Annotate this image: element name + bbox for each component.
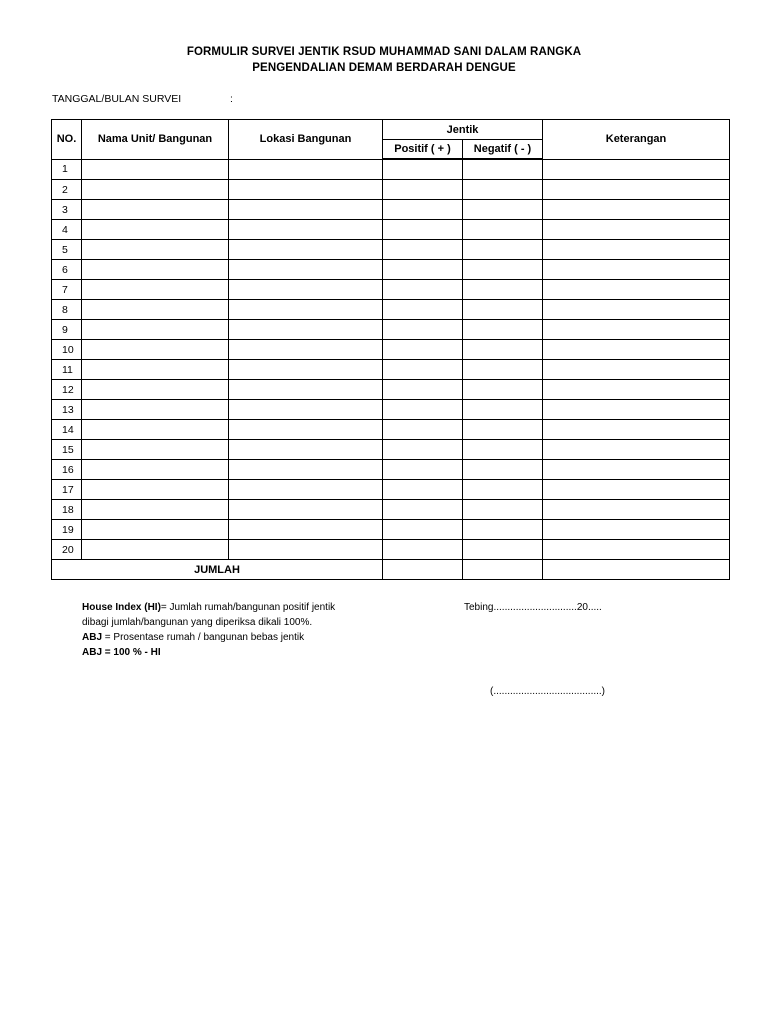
location-cell[interactable] xyxy=(229,360,383,380)
unit-name-cell[interactable] xyxy=(82,220,229,240)
survey-date-colon: : xyxy=(230,93,233,105)
location-cell[interactable] xyxy=(229,320,383,340)
notes-cell[interactable] xyxy=(543,520,730,540)
total-notes-cell[interactable] xyxy=(543,560,730,580)
unit-name-cell[interactable] xyxy=(82,440,229,460)
positive-cell[interactable] xyxy=(383,440,463,460)
location-cell[interactable] xyxy=(229,340,383,360)
table-row xyxy=(52,320,730,340)
header-unit-name: Nama Unit/ Bangunan xyxy=(82,120,229,160)
total-label: JUMLAH xyxy=(52,560,383,580)
negative-cell[interactable] xyxy=(463,540,543,560)
hi-definition xyxy=(82,600,335,615)
notes-cell[interactable] xyxy=(543,320,730,340)
row-number: 10 xyxy=(52,340,82,360)
table-row xyxy=(52,260,730,280)
positive-cell[interactable] xyxy=(383,280,463,300)
unit-name-cell[interactable] xyxy=(82,420,229,440)
header-jentik: Jentik xyxy=(383,120,543,140)
table-row xyxy=(52,400,730,420)
positive-cell[interactable] xyxy=(383,240,463,260)
hi-term: House Index (HI) xyxy=(82,602,161,613)
row-number: 1 xyxy=(52,159,82,180)
header-location: Lokasi Bangunan xyxy=(229,120,383,160)
negative-cell[interactable] xyxy=(463,300,543,320)
positive-cell[interactable] xyxy=(383,380,463,400)
row-number: 7 xyxy=(52,280,82,300)
positive-cell[interactable] xyxy=(383,159,463,180)
survey-date-label: TANGGAL/BULAN SURVEI xyxy=(52,93,182,105)
negative-cell[interactable] xyxy=(463,420,543,440)
location-cell[interactable] xyxy=(229,400,383,420)
unit-name-cell[interactable] xyxy=(82,360,229,380)
table-row xyxy=(52,380,730,400)
location-cell[interactable] xyxy=(229,440,383,460)
row-number: 16 xyxy=(52,460,82,480)
unit-name-cell[interactable] xyxy=(82,380,229,400)
negative-cell[interactable] xyxy=(463,340,543,360)
positive-cell[interactable] xyxy=(383,500,463,520)
positive-cell[interactable] xyxy=(383,260,463,280)
unit-name-cell[interactable] xyxy=(82,180,229,200)
notes-cell[interactable] xyxy=(543,400,730,420)
table-row xyxy=(52,360,730,380)
hi-definition-text: = Jumlah rumah/bangunan positif jentik xyxy=(160,602,336,613)
hi-definition-line-2: dibagi jumlah/bangunan yang diperiksa dikali 100%. xyxy=(82,617,313,628)
notes-cell[interactable] xyxy=(543,440,730,460)
unit-name-cell[interactable] xyxy=(82,500,229,520)
table-row xyxy=(52,240,730,260)
row-number: 12 xyxy=(52,380,82,400)
unit-name-cell[interactable] xyxy=(82,159,229,180)
notes-cell[interactable] xyxy=(543,220,730,240)
negative-cell[interactable] xyxy=(463,240,543,260)
location-cell[interactable] xyxy=(229,220,383,240)
row-number: 8 xyxy=(52,300,82,320)
negative-cell[interactable] xyxy=(463,460,543,480)
location-cell[interactable] xyxy=(229,460,383,480)
header-no: NO. xyxy=(52,120,82,160)
notes-cell[interactable] xyxy=(543,300,730,320)
row-number: 2 xyxy=(52,180,82,200)
unit-name-cell[interactable] xyxy=(82,520,229,540)
table-row xyxy=(52,180,730,200)
notes-cell[interactable] xyxy=(543,340,730,360)
negative-cell[interactable] xyxy=(463,360,543,380)
negative-cell[interactable] xyxy=(463,480,543,500)
location-cell[interactable] xyxy=(229,200,383,220)
unit-name-cell[interactable] xyxy=(82,320,229,340)
notes-cell[interactable] xyxy=(543,380,730,400)
total-negative-cell[interactable] xyxy=(463,560,543,580)
positive-cell[interactable] xyxy=(383,220,463,240)
positive-cell[interactable] xyxy=(383,400,463,420)
positive-cell[interactable] xyxy=(383,420,463,440)
row-number: 3 xyxy=(52,200,82,220)
row-number: 11 xyxy=(52,360,82,380)
row-number: 19 xyxy=(52,520,82,540)
row-number: 20 xyxy=(52,540,82,560)
positive-cell[interactable] xyxy=(383,180,463,200)
total-positive-cell[interactable] xyxy=(383,560,463,580)
row-number: 9 xyxy=(52,320,82,340)
negative-cell[interactable] xyxy=(463,260,543,280)
notes-cell[interactable] xyxy=(543,260,730,280)
table-row xyxy=(52,300,730,320)
location-cell[interactable] xyxy=(229,240,383,260)
row-number: 14 xyxy=(52,420,82,440)
place-date-line: Tebing..............................20..... xyxy=(464,602,602,613)
location-cell[interactable] xyxy=(229,300,383,320)
unit-name-cell[interactable] xyxy=(82,200,229,220)
notes-cell[interactable] xyxy=(543,200,730,220)
notes-cell[interactable] xyxy=(543,420,730,440)
row-number: 6 xyxy=(52,260,82,280)
survey-rows xyxy=(52,159,730,560)
header-positive: Positif ( + ) xyxy=(383,140,463,160)
table-row xyxy=(52,280,730,300)
abj-formula xyxy=(82,645,335,660)
location-cell[interactable] xyxy=(229,180,383,200)
unit-name-cell[interactable] xyxy=(82,460,229,480)
abj-definition xyxy=(82,630,335,645)
header-notes: Keterangan xyxy=(543,120,730,160)
negative-cell[interactable] xyxy=(463,440,543,460)
positive-cell[interactable] xyxy=(383,480,463,500)
table-row xyxy=(52,440,730,460)
negative-cell[interactable] xyxy=(463,200,543,220)
negative-cell[interactable] xyxy=(463,159,543,180)
notes-cell[interactable] xyxy=(543,540,730,560)
negative-cell[interactable] xyxy=(463,220,543,240)
unit-name-cell[interactable] xyxy=(82,280,229,300)
unit-name-cell[interactable] xyxy=(82,260,229,280)
header-negative: Negatif ( - ) xyxy=(463,140,543,160)
unit-name-cell[interactable] xyxy=(82,240,229,260)
positive-cell[interactable] xyxy=(383,320,463,340)
location-cell[interactable] xyxy=(229,500,383,520)
row-number: 15 xyxy=(52,440,82,460)
location-cell[interactable] xyxy=(229,480,383,500)
negative-cell[interactable] xyxy=(463,320,543,340)
table-row xyxy=(52,500,730,520)
row-number: 17 xyxy=(52,480,82,500)
location-cell[interactable] xyxy=(229,159,383,180)
location-cell[interactable] xyxy=(229,380,383,400)
negative-cell[interactable] xyxy=(463,500,543,520)
negative-cell[interactable] xyxy=(463,280,543,300)
definitions-notes xyxy=(82,600,335,660)
form-title-line-1: FORMULIR SURVEI JENTIK RSUD MUHAMMAD SANI DALAM RANGKA xyxy=(186,46,582,58)
notes-cell[interactable] xyxy=(543,240,730,260)
location-cell[interactable] xyxy=(229,540,383,560)
table-row xyxy=(52,480,730,500)
notes-cell[interactable] xyxy=(543,360,730,380)
positive-cell[interactable] xyxy=(383,520,463,540)
table-row xyxy=(52,420,730,440)
negative-cell[interactable] xyxy=(463,520,543,540)
total-row xyxy=(52,560,730,580)
positive-cell[interactable] xyxy=(383,540,463,560)
location-cell[interactable] xyxy=(229,420,383,440)
negative-cell[interactable] xyxy=(463,400,543,420)
positive-cell[interactable] xyxy=(383,340,463,360)
form-title-line-2: PENGENDALIAN DEMAM BERDARAH DENGUE xyxy=(252,62,516,74)
table-row xyxy=(52,460,730,480)
abj-formula-text: ABJ = 100 % - HI xyxy=(82,647,161,658)
signature-name-line: (.......................................) xyxy=(490,686,606,697)
table-row xyxy=(52,220,730,240)
abj-definition-text: = Prosentase rumah / bangunan bebas jentik xyxy=(102,632,305,643)
survey-table xyxy=(51,119,730,580)
positive-cell[interactable] xyxy=(383,300,463,320)
row-number: 18 xyxy=(52,500,82,520)
unit-name-cell[interactable] xyxy=(82,540,229,560)
table-row xyxy=(52,520,730,540)
notes-cell[interactable] xyxy=(543,480,730,500)
positive-cell[interactable] xyxy=(383,460,463,480)
negative-cell[interactable] xyxy=(463,380,543,400)
location-cell[interactable] xyxy=(229,280,383,300)
row-number: 5 xyxy=(52,240,82,260)
location-cell[interactable] xyxy=(229,260,383,280)
table-row xyxy=(52,340,730,360)
negative-cell[interactable] xyxy=(463,180,543,200)
positive-cell[interactable] xyxy=(383,360,463,380)
notes-cell[interactable] xyxy=(543,159,730,180)
positive-cell[interactable] xyxy=(383,200,463,220)
table-row xyxy=(52,200,730,220)
notes-cell[interactable] xyxy=(543,180,730,200)
unit-name-cell[interactable] xyxy=(82,340,229,360)
unit-name-cell[interactable] xyxy=(82,400,229,420)
row-number: 4 xyxy=(52,220,82,240)
notes-cell[interactable] xyxy=(543,460,730,480)
unit-name-cell[interactable] xyxy=(82,300,229,320)
table-row xyxy=(52,159,730,180)
notes-cell[interactable] xyxy=(543,500,730,520)
unit-name-cell[interactable] xyxy=(82,480,229,500)
row-number: 13 xyxy=(52,400,82,420)
table-row xyxy=(52,540,730,560)
notes-cell[interactable] xyxy=(543,280,730,300)
abj-term: ABJ xyxy=(82,632,103,643)
location-cell[interactable] xyxy=(229,520,383,540)
